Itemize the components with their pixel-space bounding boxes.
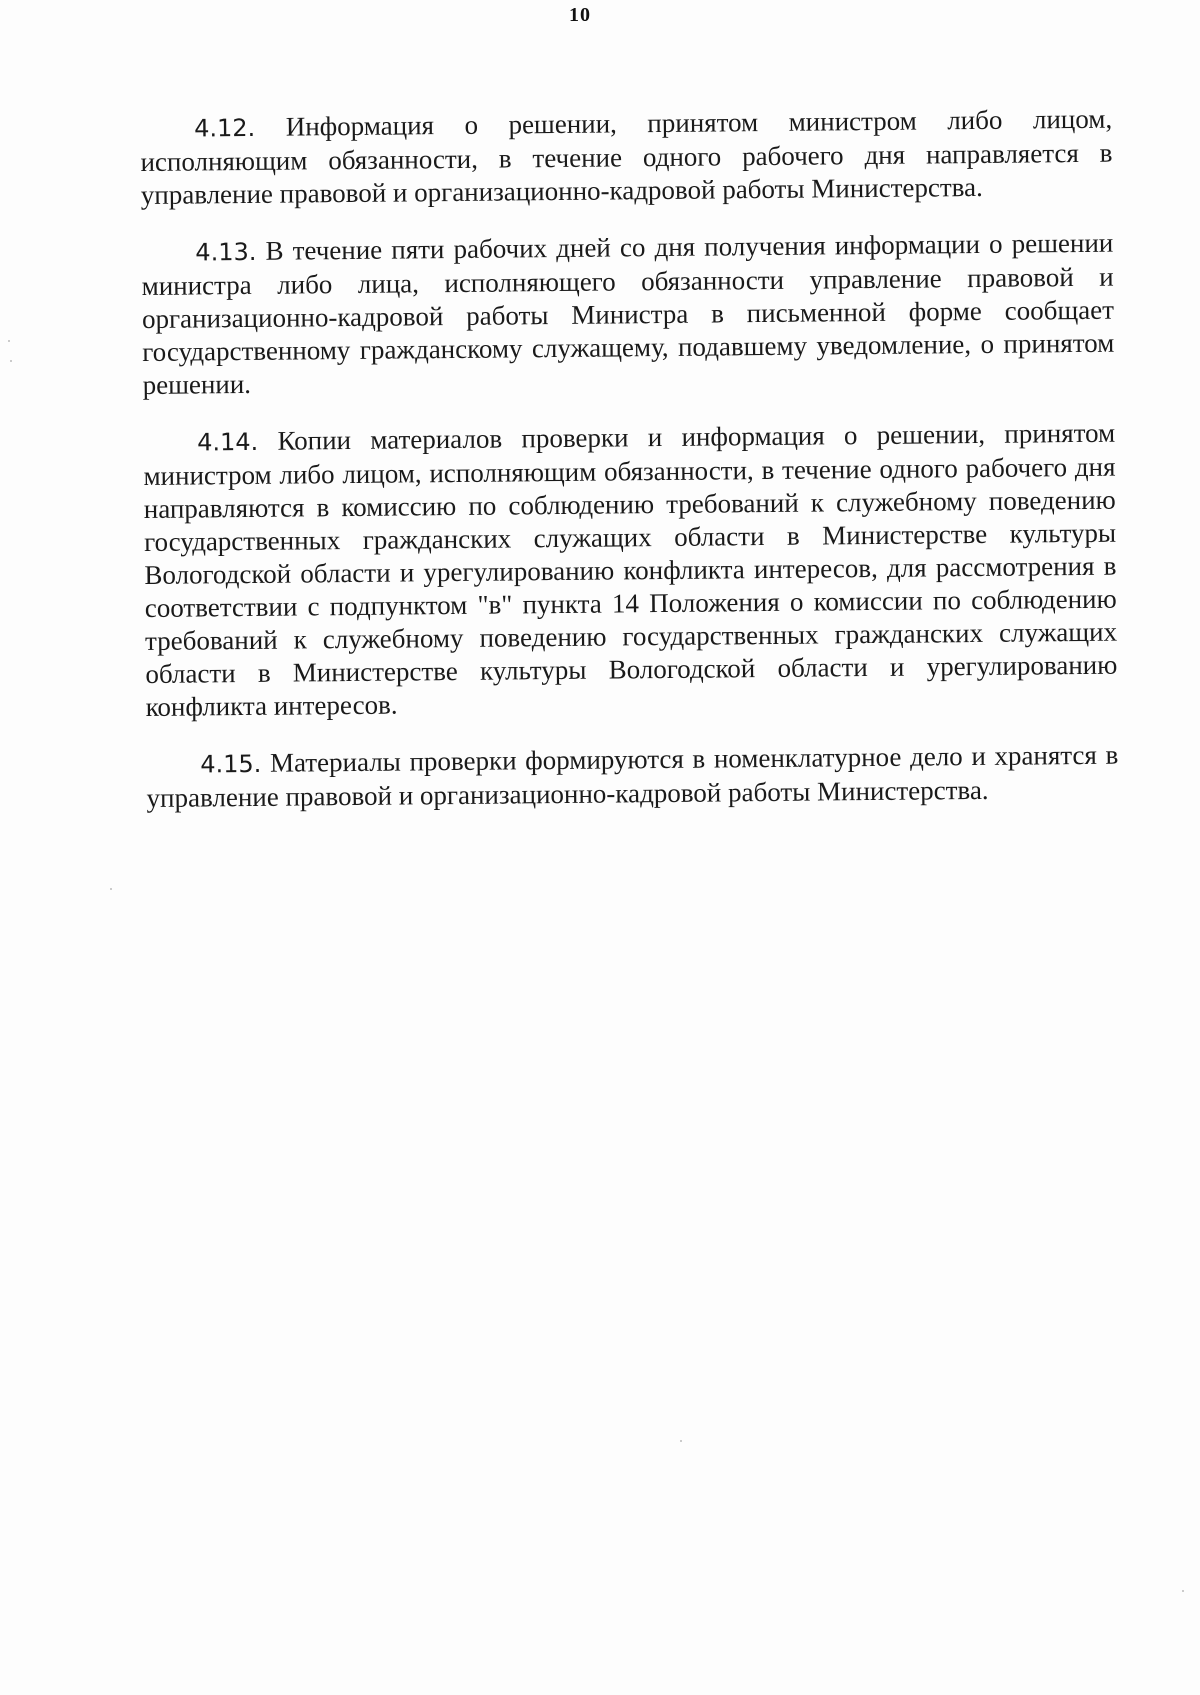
scan-speck [1182,1590,1184,1592]
paragraph-number: 4.12. [194,113,256,143]
paragraph-number: 4.15. [200,749,262,779]
paragraph-4-12 [140,103,1113,212]
paragraph-4-13 [141,227,1115,402]
paragraph-4-14 [143,417,1118,724]
document-body [140,103,1119,839]
paragraph-text: Информация о решении, принятом министром либо лицом, исполняющим обязанности, в течение одного рабочего дня направляется в управление правовой и организационно-кадровой работы Министерства. [140,103,1113,210]
paragraph-text: Материалы проверки формируются в номенклатурное дело и хранятся в управление правовой и организационно-кадровой работы Министерства. [146,739,1119,813]
scan-speck [110,888,112,890]
paragraph-text: Копии материалов проверки и информация о решении, принятом министром либо лицом, исполняющим обязанности, в течение одного рабочего дня направляются в комиссию по соблюдению требований к служебному поведению государственных гражданских служащих области в Министерстве культуры Вологодской области и урегулированию конфликта интересов, для рассмотрения в соответствии с подпунктом "в" пункта 14 Положения о комиссии по соблюдению требований к служебному поведению государственных гражданских служащих области в Министерстве культуры Вологодской области и урегулированию конфликта интересов. [143,417,1118,722]
page-number: 10 [569,4,591,26]
paragraph-4-15 [146,739,1119,815]
paragraph-number: 4.14. [197,427,259,457]
scan-speck [680,1440,682,1442]
paragraph-text: В течение пяти рабочих дней со дня получения информации о решении министра либо лица, исполняющего обязанности управление правовой и организационно-кадровой работы Министра в письменной форме сообщает государственному гражданскому служащему, подавшему уведомление, о принятом решении. [141,227,1115,400]
scan-speck [8,340,10,342]
scan-speck [10,360,12,362]
paragraph-number: 4.13. [195,237,257,267]
